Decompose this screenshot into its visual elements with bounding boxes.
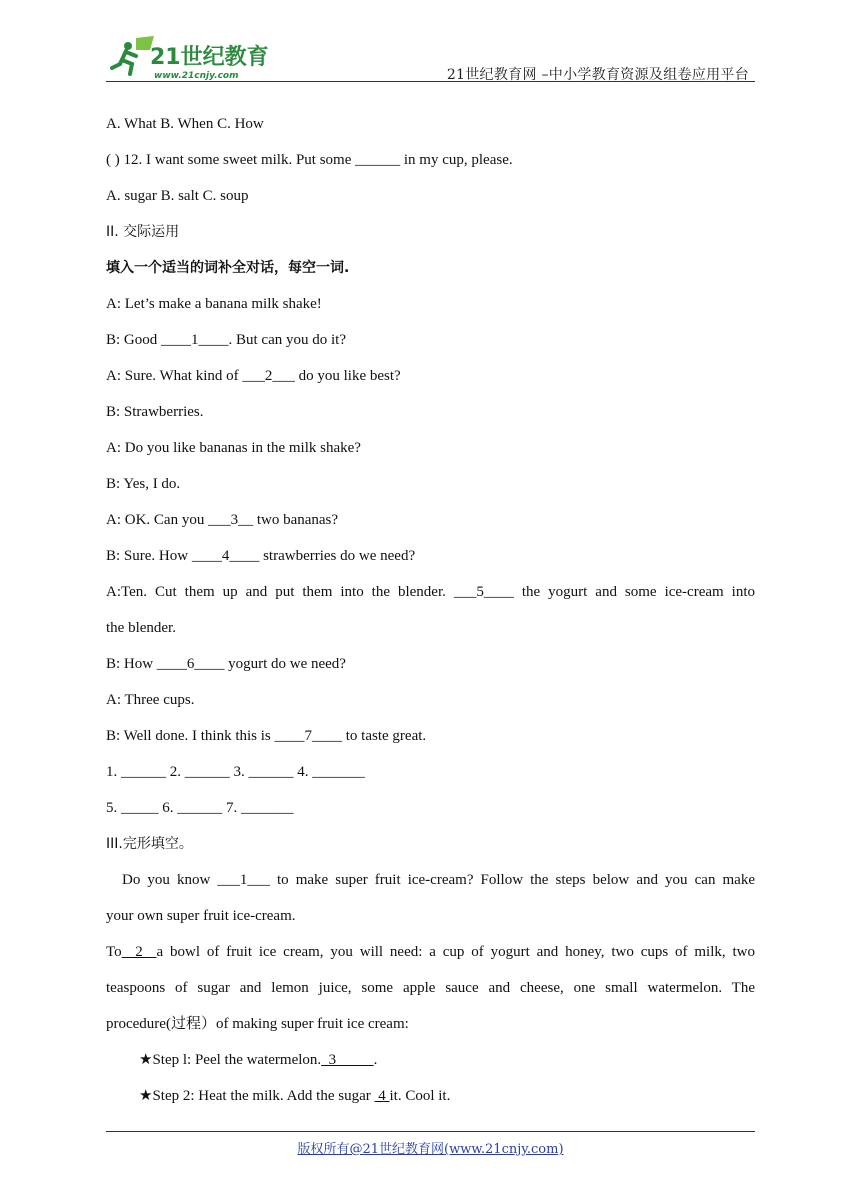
dialogue-line: B: Well done. I think this is ____7____ to taste great.	[106, 728, 427, 744]
section-ii-heading: II. 交际运用	[106, 224, 180, 240]
answer-blanks-row: 1. ______ 2. ______ 3. ______ 4. _______	[106, 764, 365, 780]
runner-icon	[112, 36, 154, 74]
dialogue-line: A: Three cups.	[106, 692, 195, 708]
text-segment: ★Step 2: Heat the milk. Add the sugar	[139, 1088, 375, 1104]
text-segment: a bowl of fruit ice cream, you will need: a cup of yogurt and honey, two cups of milk, two	[156, 944, 755, 960]
footer-divider	[106, 1131, 755, 1132]
21cnjy-logo	[106, 34, 286, 82]
options-q11: A. What B. When C. How	[106, 116, 264, 132]
text-segment: To	[106, 944, 122, 960]
text-segment: .	[373, 1052, 378, 1068]
cloze-paragraph-line	[106, 934, 755, 970]
section-ii-instruction: 填入一个适当的词补全对话，每空一词.	[106, 260, 350, 276]
dialogue-line: A: Do you like bananas in the milk shake?	[106, 440, 361, 456]
dialogue-line: the blender.	[106, 620, 176, 636]
blank-2: 2	[121, 944, 157, 960]
dialogue-line: A: Let’s make a banana milk shake!	[106, 296, 322, 312]
dialogue-line: B: Yes, I do.	[106, 476, 181, 492]
text-segment: it. Cool it.	[389, 1088, 451, 1104]
section-iii-heading: III.完形填空。	[106, 836, 193, 852]
cloze-paragraph-line: your own super fruit ice-cream.	[106, 908, 296, 924]
dialogue-line: A:Ten. Cut them up and put them into the blender. ___5____ the yogurt and some ice-cream into	[106, 584, 755, 600]
logo-url: www.21cnjy.com	[154, 71, 239, 81]
blank-3: 3	[321, 1052, 374, 1068]
worksheet-body	[106, 106, 755, 1114]
answer-blanks-row: 5. _____ 6. ______ 7. _______	[106, 800, 294, 816]
header-divider	[106, 81, 755, 82]
cloze-paragraph-line: procedure(过程）of making super fruit ice cream:	[106, 1016, 409, 1032]
question-12: ( ) 12. I want some sweet milk. Put some ______ in my cup, please.	[106, 152, 513, 168]
dialogue-line: B: Sure. How ____4____ strawberries do we need?	[106, 548, 416, 564]
header-tagline: 21世纪教育网 –中小学教育资源及组卷应用平台	[446, 67, 749, 83]
cloze-paragraph-line: Do you know ___1___ to make super fruit ice-cream? Follow the steps below and you can make	[122, 872, 755, 888]
step-2	[106, 1078, 755, 1114]
dialogue-line: B: How ____6____ yogurt do we need?	[106, 656, 346, 672]
step-1	[106, 1042, 755, 1078]
text-segment: ★Step l: Peel the watermelon.	[139, 1052, 322, 1068]
dialogue-line: A: Sure. What kind of ___2___ do you like best?	[106, 368, 401, 384]
dialogue-line: B: Good ____1____. But can you do it?	[106, 332, 346, 348]
dialogue-line: A: OK. Can you ___3__ two bananas?	[106, 512, 339, 528]
dialogue-line: B: Strawberries.	[106, 404, 204, 420]
blank-4: 4	[374, 1088, 390, 1104]
logo-text: 21世纪教育	[150, 45, 269, 70]
options-q12: A. sugar B. salt C. soup	[106, 188, 249, 204]
footer-copyright-link[interactable]: 版权所有@21世纪教育网(www.21cnjy.com)	[297, 1142, 564, 1157]
cloze-paragraph-line: teaspoons of sugar and lemon juice, some apple sauce and cheese, one small watermelon. The	[106, 980, 755, 996]
page-header	[106, 34, 755, 82]
